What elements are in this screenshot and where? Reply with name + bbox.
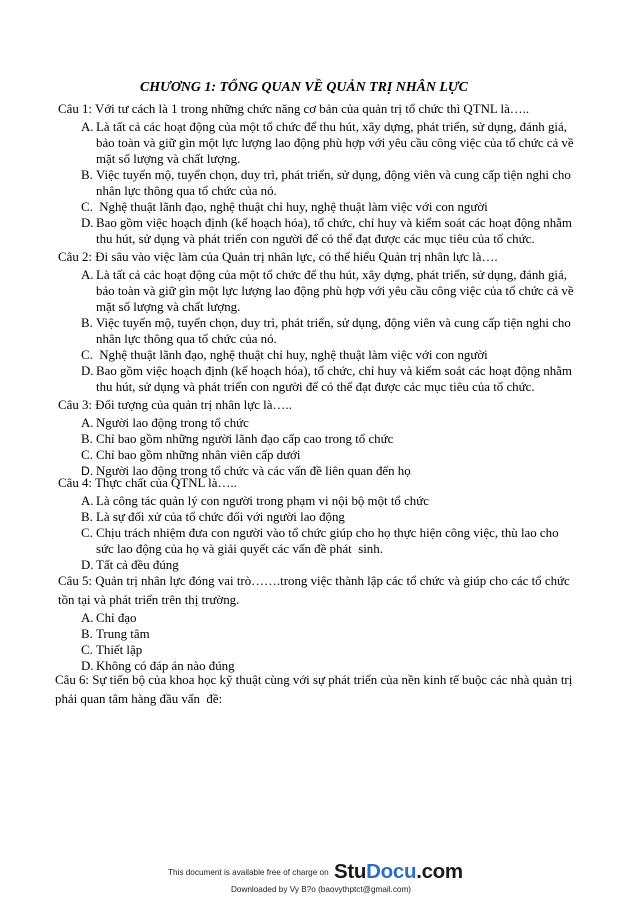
option-text-line: mặt số lượng và chất lượng. bbox=[96, 151, 241, 166]
option-text-line: Là tất cả các hoạt động của một tổ chức để thu hút, xây dựng, phát triển, sử dụng, đánh giá, bbox=[96, 119, 567, 134]
option-text-line: Bao gồm việc hoạch định (kế hoạch hóa), tổ chức, chỉ huy và kiểm soát các hoạt động nhằm bbox=[96, 215, 572, 230]
option-text-line: Là tất cả các hoạt động của một tổ chức để thu hút, xây dựng, phát triển, sử dụng, đánh giá, bbox=[96, 268, 567, 282]
logo-part-stu: Stu bbox=[334, 860, 367, 883]
answer-option-b bbox=[0, 509, 638, 525]
option-letter: B. bbox=[81, 316, 93, 330]
option-letter: D. bbox=[81, 215, 94, 230]
option-text-line: Việc tuyển mộ, tuyển chọn, duy trì, phát triển, sử dụng, động viên và cung cấp tiện nghi cho bbox=[96, 167, 571, 182]
option-text-line: thu hút, sử dụng và phát triển con người để có thể đạt được các mục tiêu của tổ chức. bbox=[96, 380, 535, 394]
option-text-line: sức lao động của họ và giải quyết các vấn đề phát sinh. bbox=[96, 542, 383, 556]
option-text-line: Việc tuyển mộ, tuyển chọn, duy trì, phát triển, sử dụng, động viên và cung cấp tiện nghi cho bbox=[96, 316, 571, 330]
option-text-line: Chỉ bao gồm những nhân viên cấp dưới bbox=[96, 447, 301, 462]
option-text-line: thu hút, sử dụng và phát triển con người để có thể đạt được các mục tiêu của tổ chức. bbox=[96, 231, 535, 246]
question-2 bbox=[0, 248, 638, 395]
option-text-line: Chỉ bao gồm những người lãnh đạo cấp cao trong tổ chức bbox=[96, 431, 394, 446]
option-text-line: nhân lực thông qua tổ chức của nó. bbox=[96, 332, 277, 346]
answer-option-c bbox=[0, 199, 638, 215]
answer-option-c bbox=[0, 347, 638, 363]
question-stem-line: phải quan tâm hàng đầu vấn đề: bbox=[55, 692, 223, 706]
option-text-line: Không có đáp án nào đúng bbox=[96, 659, 235, 673]
answer-option-a bbox=[0, 493, 638, 509]
option-letter: D. bbox=[81, 659, 94, 673]
question-1 bbox=[0, 100, 638, 247]
option-letter: C. bbox=[81, 348, 93, 362]
option-text-line: nhân lực thông qua tổ chức của nó. bbox=[96, 183, 277, 198]
question-stem-line: Câu 4: Thực chất của QTNL là….. bbox=[58, 476, 237, 490]
option-letter: B. bbox=[81, 510, 93, 524]
answer-option-c bbox=[0, 447, 638, 463]
option-letter: A. bbox=[81, 494, 94, 508]
option-text-line: Người lao động trong tổ chức và các vấn đề liên quan đến họ bbox=[96, 463, 411, 478]
download-attribution: Downloaded by Vy B?o (baovythptct@gmail.com) bbox=[230, 885, 412, 894]
question-3 bbox=[0, 396, 638, 479]
answer-option-b bbox=[0, 315, 638, 347]
question-5 bbox=[0, 572, 638, 674]
answer-option-d bbox=[0, 215, 638, 247]
option-text-line: Tất cả đều đúng bbox=[96, 558, 179, 572]
option-text-line: bảo toàn và giữ gìn một lực lượng lao động phù hợp với yêu cầu công việc của tổ chức cả về bbox=[96, 135, 574, 150]
option-text-line: Là công tác quản lý con người trong phạm vi nội bộ một tổ chức bbox=[96, 494, 429, 508]
answer-option-a bbox=[0, 119, 638, 167]
option-text-line: Bao gồm việc hoạch định (kế hoạch hóa), tổ chức, chỉ huy và kiểm soát các hoạt động nhằm bbox=[96, 364, 572, 378]
option-letter: D. bbox=[81, 463, 94, 478]
option-text-line: Nghệ thuật lãnh đạo, nghệ thuật chỉ huy, nghệ thuật làm việc với con người bbox=[96, 199, 488, 214]
logo-part-com: .com bbox=[416, 860, 463, 883]
answer-option-a bbox=[0, 267, 638, 315]
option-letter: C. bbox=[81, 643, 93, 657]
option-letter: A. bbox=[81, 611, 94, 625]
option-letter: D. bbox=[81, 558, 94, 572]
option-letter: C. bbox=[81, 447, 93, 462]
option-letter: B. bbox=[81, 627, 93, 641]
option-letter: C. bbox=[81, 526, 93, 540]
question-4 bbox=[0, 474, 638, 573]
answer-option-b bbox=[0, 431, 638, 447]
option-letter: A. bbox=[81, 268, 94, 282]
option-letter: C. bbox=[81, 199, 93, 214]
question-6 bbox=[0, 671, 638, 709]
question-stem-line: tồn tại và phát triển trên thị trường. bbox=[58, 593, 240, 607]
question-stem-line: Câu 1: Với tư cách là 1 trong những chức năng cơ bản của quản trị tổ chức thì QTNL là….. bbox=[58, 101, 530, 116]
studocu-logo bbox=[334, 860, 463, 884]
question-stem-line: Câu 6: Sự tiến bộ của khoa học kỹ thuật cùng với sự phát triển của nền kinh tế buộc các nhà quản trị bbox=[55, 673, 573, 687]
question-stem-line: Câu 2: Đi sâu vào việc làm của Quản trị nhân lực, có thể hiểu Quản trị nhân lực là…. bbox=[58, 250, 498, 264]
answer-option-b bbox=[0, 167, 638, 199]
option-text-line: Trung tâm bbox=[96, 627, 150, 641]
option-letter: A. bbox=[81, 415, 94, 430]
footer-availability-note: This document is available free of charge on bbox=[168, 868, 329, 877]
option-letter: A. bbox=[81, 119, 94, 134]
option-letter: D. bbox=[81, 364, 94, 378]
option-text-line: Nghệ thuật lãnh đạo, nghệ thuật chỉ huy, nghệ thuật làm việc với con người bbox=[96, 348, 488, 362]
answer-option-a bbox=[0, 415, 638, 431]
answer-option-d bbox=[0, 363, 638, 395]
answer-option-c bbox=[0, 642, 638, 658]
option-text-line: bảo toàn và giữ gìn một lực lượng lao động phù hợp với yêu cầu công việc của tổ chức cả về bbox=[96, 284, 574, 298]
answer-option-a bbox=[0, 610, 638, 626]
option-text-line: Người lao động trong tổ chức bbox=[96, 415, 249, 430]
question-stem-line: Câu 3: Đối tượng của quản trị nhân lực là….. bbox=[58, 397, 292, 412]
option-letter: B. bbox=[81, 431, 93, 446]
logo-part-docu: Docu bbox=[366, 860, 417, 883]
answer-option-c bbox=[0, 525, 638, 557]
option-letter: B. bbox=[81, 167, 93, 182]
option-text-line: mặt số lượng và chất lượng. bbox=[96, 300, 241, 314]
chapter-title: CHƯƠNG 1: TỔNG QUAN VỀ QUẢN TRỊ NHÂN LỰC bbox=[140, 80, 468, 95]
option-text-line: Là sự đối xử của tổ chức đối với người lao động bbox=[96, 510, 345, 524]
option-text-line: Chỉ đạo bbox=[96, 611, 137, 625]
question-stem-line: Câu 5: Quản trị nhân lực đóng vai trò…….trong việc thành lập các tổ chức và giúp cho các tổ chức bbox=[58, 574, 570, 588]
option-text-line: Thiết lập bbox=[96, 643, 143, 657]
answer-option-d bbox=[0, 557, 638, 573]
option-text-line: Chịu trách nhiệm đưa con người vào tổ chức giúp cho họ thực hiện công việc, thù lao cho bbox=[96, 526, 559, 540]
answer-option-b bbox=[0, 626, 638, 642]
